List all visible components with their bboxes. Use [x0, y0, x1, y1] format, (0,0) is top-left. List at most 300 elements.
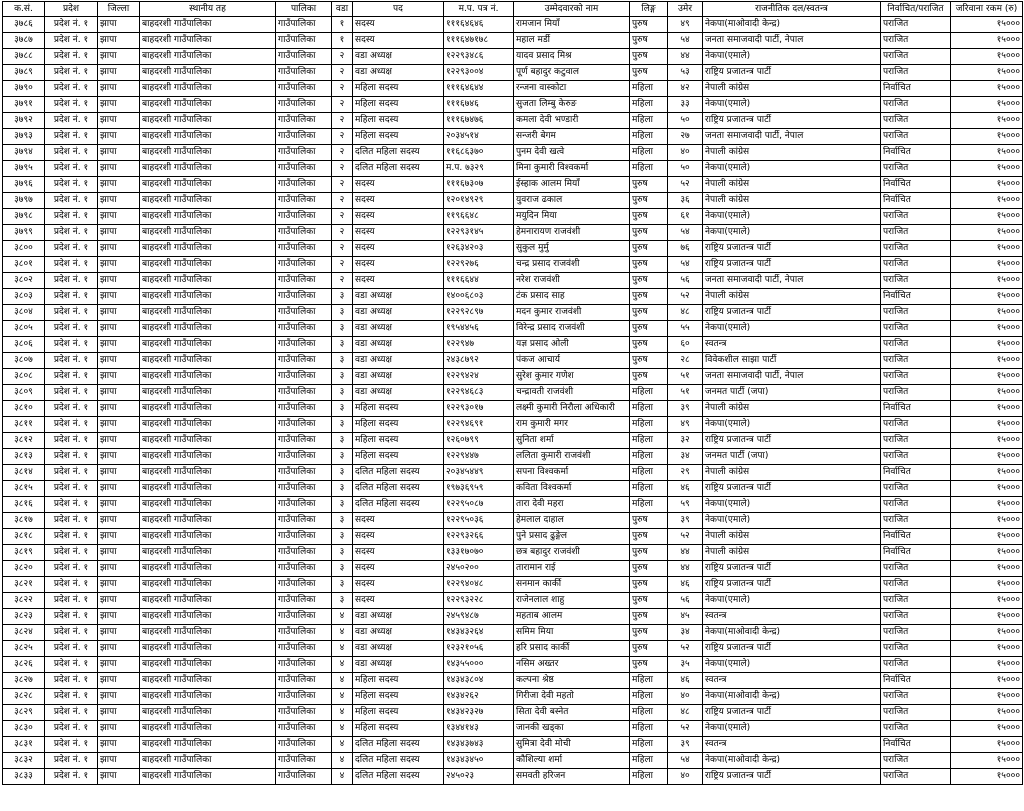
local-level-cell: बाहदरशी गाउँपालिका	[140, 177, 276, 193]
district-cell: झापा	[98, 465, 140, 481]
district-cell: झापा	[98, 497, 140, 513]
serial-no-cell: ३७९८	[3, 209, 45, 225]
gender-cell: महिला	[630, 145, 668, 161]
fine-amount-cell: १५०००	[951, 465, 1023, 481]
municipality-type-cell: गाउँपालिका	[276, 417, 332, 433]
province-cell: प्रदेश नं. १	[45, 289, 98, 305]
position-cell: महिला सदस्य	[353, 97, 444, 113]
serial-no-cell: ३८१२	[3, 433, 45, 449]
party-cell: नेपाली कांग्रेस	[703, 193, 881, 209]
ward-cell: ४	[332, 609, 353, 625]
voter-id-cell: २४३८७९२	[444, 353, 514, 369]
gender-cell: पुरुष	[630, 305, 668, 321]
age-cell: ६०	[668, 337, 703, 353]
party-cell: राष्ट्रिय प्रजातन्त्र पार्टी	[703, 241, 881, 257]
voter-id-cell: १४३४३८०४	[444, 673, 514, 689]
province-cell: प्रदेश नं. १	[45, 49, 98, 65]
gender-cell: पुरुष	[630, 177, 668, 193]
serial-no-cell: ३८१४	[3, 465, 45, 481]
fine-amount-cell: १५०००	[951, 161, 1023, 177]
fine-amount-cell: १५०००	[951, 673, 1023, 689]
province-cell: प्रदेश नं. १	[45, 481, 98, 497]
serial-no-cell: ३८२८	[3, 689, 45, 705]
province-cell: प्रदेश नं. १	[45, 113, 98, 129]
age-cell: ४५	[668, 609, 703, 625]
serial-no-cell: ३८१७	[3, 513, 45, 529]
local-level-cell: बाहदरशी गाउँपालिका	[140, 305, 276, 321]
local-level-cell: बाहदरशी गाउँपालिका	[140, 513, 276, 529]
province-cell: प्रदेश नं. १	[45, 641, 98, 657]
age-cell: २९	[668, 465, 703, 481]
gender-cell: महिला	[630, 417, 668, 433]
ward-cell: १	[332, 17, 353, 33]
local-level-cell: बाहदरशी गाउँपालिका	[140, 81, 276, 97]
gender-cell: महिला	[630, 497, 668, 513]
age-cell: ३३	[668, 97, 703, 113]
result-cell: पराजित	[881, 33, 951, 49]
ward-cell: ३	[332, 417, 353, 433]
ward-cell: ४	[332, 641, 353, 657]
result-cell: पराजित	[881, 385, 951, 401]
serial-no-cell: ३७९३	[3, 129, 45, 145]
fine-amount-cell: १५०००	[951, 209, 1023, 225]
result-cell: पराजित	[881, 305, 951, 321]
table-row	[3, 209, 1023, 225]
serial-no-cell: ३८१३	[3, 449, 45, 465]
gender-cell: महिला	[630, 385, 668, 401]
party-cell: नेकपा(माओवादी केन्द्र)	[703, 753, 881, 769]
fine-amount-cell: १५०००	[951, 321, 1023, 337]
district-cell: झापा	[98, 337, 140, 353]
candidate-name-cell: राम कुमारी मगर	[514, 417, 630, 433]
result-cell: पराजित	[881, 609, 951, 625]
serial-no-cell: ३७८८	[3, 49, 45, 65]
age-cell: ४९	[668, 17, 703, 33]
province-cell: प्रदेश नं. १	[45, 657, 98, 673]
province-cell: प्रदेश नं. १	[45, 561, 98, 577]
column-header-province: प्रदेश	[45, 2, 98, 17]
candidate-name-cell: गिरीजा देवी महतो	[514, 689, 630, 705]
candidate-name-cell: कविता विश्वकर्मा	[514, 481, 630, 497]
table-row	[3, 385, 1023, 401]
result-cell: निर्वाचित	[881, 193, 951, 209]
province-cell: प्रदेश नं. १	[45, 545, 98, 561]
voter-id-cell: १२२९३२२८	[444, 593, 514, 609]
gender-cell: महिला	[630, 689, 668, 705]
serial-no-cell: ३८३०	[3, 721, 45, 737]
position-cell: सदस्य	[353, 17, 444, 33]
age-cell: ५२	[668, 721, 703, 737]
candidate-name-cell: नरेश राजवंशी	[514, 273, 630, 289]
municipality-type-cell: गाउँपालिका	[276, 257, 332, 273]
voter-id-cell: १४३४३२६४	[444, 625, 514, 641]
province-cell: प्रदेश नं. १	[45, 577, 98, 593]
candidate-name-cell: सुरेश कुमार गणेश	[514, 369, 630, 385]
local-level-cell: बाहदरशी गाउँपालिका	[140, 577, 276, 593]
municipality-type-cell: गाउँपालिका	[276, 513, 332, 529]
gender-cell: महिला	[630, 705, 668, 721]
party-cell: नेकपा(माओवादी केन्द्र)	[703, 689, 881, 705]
district-cell: झापा	[98, 33, 140, 49]
table-row	[3, 257, 1023, 273]
gender-cell: पुरुष	[630, 625, 668, 641]
gender-cell: पुरुष	[630, 193, 668, 209]
candidate-name-cell: चन्द्र प्रसाद राजवंशी	[514, 257, 630, 273]
district-cell: झापा	[98, 593, 140, 609]
table-row	[3, 593, 1023, 609]
ward-cell: ३	[332, 497, 353, 513]
party-cell: नेपाली कांग्रेस	[703, 145, 881, 161]
fine-amount-cell: १५०००	[951, 705, 1023, 721]
province-cell: प्रदेश नं. १	[45, 705, 98, 721]
voter-id-cell: १९५४४५६	[444, 321, 514, 337]
local-level-cell: बाहदरशी गाउँपालिका	[140, 737, 276, 753]
table-row	[3, 65, 1023, 81]
ward-cell: ३	[332, 385, 353, 401]
gender-cell: महिला	[630, 737, 668, 753]
gender-cell: पुरुष	[630, 225, 668, 241]
local-level-cell: बाहदरशी गाउँपालिका	[140, 401, 276, 417]
province-cell: प्रदेश नं. १	[45, 529, 98, 545]
ward-cell: २	[332, 177, 353, 193]
result-cell: निर्वाचित	[881, 81, 951, 97]
ward-cell: २	[332, 209, 353, 225]
local-level-cell: बाहदरशी गाउँपालिका	[140, 353, 276, 369]
party-cell: नेकपा(एमाले)	[703, 417, 881, 433]
table-row	[3, 689, 1023, 705]
table-row	[3, 273, 1023, 289]
district-cell: झापा	[98, 737, 140, 753]
province-cell: प्रदेश नं. १	[45, 369, 98, 385]
fine-amount-cell: १५०००	[951, 353, 1023, 369]
voter-id-cell: १२२९२८९७	[444, 305, 514, 321]
district-cell: झापा	[98, 225, 140, 241]
district-cell: झापा	[98, 657, 140, 673]
ward-cell: ३	[332, 337, 353, 353]
fine-amount-cell: १५०००	[951, 145, 1023, 161]
gender-cell: महिला	[630, 433, 668, 449]
gender-cell: पुरुष	[630, 33, 668, 49]
ward-cell: २	[332, 225, 353, 241]
candidate-name-cell: पुनम देवी खत्वे	[514, 145, 630, 161]
age-cell: ३६	[668, 193, 703, 209]
province-cell: प्रदेश नं. १	[45, 321, 98, 337]
municipality-type-cell: गाउँपालिका	[276, 193, 332, 209]
local-level-cell: बाहदरशी गाउँपालिका	[140, 593, 276, 609]
result-cell: पराजित	[881, 657, 951, 673]
result-cell: निर्वाचित	[881, 289, 951, 305]
voter-id-cell: १२२९३४८६	[444, 49, 514, 65]
result-cell: निर्वाचित	[881, 737, 951, 753]
table-row	[3, 337, 1023, 353]
district-cell: झापा	[98, 209, 140, 225]
serial-no-cell: ३७९९	[3, 225, 45, 241]
result-cell: निर्वाचित	[881, 145, 951, 161]
voter-id-cell: २४५०२००	[444, 561, 514, 577]
position-cell: वडा अध्यक्ष	[353, 609, 444, 625]
municipality-type-cell: गाउँपालिका	[276, 753, 332, 769]
fine-amount-cell: १५०००	[951, 257, 1023, 273]
local-level-cell: बाहदरशी गाउँपालिका	[140, 49, 276, 65]
district-cell: झापा	[98, 17, 140, 33]
gender-cell: पुरुष	[630, 337, 668, 353]
candidate-name-cell: तारा देवी महरा	[514, 497, 630, 513]
position-cell: सदस्य	[353, 209, 444, 225]
candidate-name-cell: सुजता लिम्बु केरुङ	[514, 97, 630, 113]
result-cell: पराजित	[881, 49, 951, 65]
result-cell: निर्वाचित	[881, 401, 951, 417]
column-header-candidate-name: उम्मेदवारको नाम	[514, 2, 630, 17]
district-cell: झापा	[98, 241, 140, 257]
local-level-cell: बाहदरशी गाउँपालिका	[140, 689, 276, 705]
province-cell: प्रदेश नं. १	[45, 593, 98, 609]
party-cell: नेकपा(एमाले)	[703, 209, 881, 225]
municipality-type-cell: गाउँपालिका	[276, 65, 332, 81]
party-cell: राष्ट्रिय प्रजातन्त्र पार्टी	[703, 641, 881, 657]
serial-no-cell: ३८२४	[3, 625, 45, 641]
candidate-name-cell: यादव प्रसाद मिश्र	[514, 49, 630, 65]
column-header-district: जिल्ला	[98, 2, 140, 17]
serial-no-cell: ३७९५	[3, 161, 45, 177]
age-cell: ३२	[668, 433, 703, 449]
local-level-cell: बाहदरशी गाउँपालिका	[140, 273, 276, 289]
result-cell: पराजित	[881, 273, 951, 289]
local-level-cell: बाहदरशी गाउँपालिका	[140, 529, 276, 545]
party-cell: राष्ट्रिय प्रजातन्त्र पार्टी	[703, 113, 881, 129]
age-cell: ७६	[668, 241, 703, 257]
fine-amount-cell: १५०००	[951, 769, 1023, 785]
table-row	[3, 657, 1023, 673]
voter-id-cell: १९७३६९५९	[444, 481, 514, 497]
voter-id-cell: १२०१४९२९	[444, 193, 514, 209]
age-cell: ५६	[668, 593, 703, 609]
position-cell: वडा अध्यक्ष	[353, 65, 444, 81]
local-level-cell: बाहदरशी गाउँपालिका	[140, 721, 276, 737]
fine-amount-cell: १५०००	[951, 449, 1023, 465]
position-cell: दलित महिला सदस्य	[353, 481, 444, 497]
municipality-type-cell: गाउँपालिका	[276, 97, 332, 113]
fine-amount-cell: १५०००	[951, 177, 1023, 193]
serial-no-cell: ३८०३	[3, 289, 45, 305]
party-cell: राष्ट्रिय प्रजातन्त्र पार्टी	[703, 305, 881, 321]
ward-cell: ३	[332, 353, 353, 369]
result-cell: निर्वाचित	[881, 545, 951, 561]
party-cell: स्वतन्त्र	[703, 737, 881, 753]
fine-amount-cell: १५०००	[951, 65, 1023, 81]
candidate-name-cell: यज्ञ प्रसाद ओली	[514, 337, 630, 353]
column-header-age: उमेर	[668, 2, 703, 17]
serial-no-cell: ३७९०	[3, 81, 45, 97]
candidate-name-cell: कौशिल्या शर्मा	[514, 753, 630, 769]
municipality-type-cell: गाउँपालिका	[276, 769, 332, 785]
voter-id-cell: १३३१७०७०	[444, 545, 514, 561]
gender-cell: पुरुष	[630, 577, 668, 593]
province-cell: प्रदेश नं. १	[45, 769, 98, 785]
province-cell: प्रदेश नं. १	[45, 177, 98, 193]
table-row	[3, 449, 1023, 465]
serial-no-cell: ३८३२	[3, 753, 45, 769]
local-level-cell: बाहदरशी गाउँपालिका	[140, 257, 276, 273]
ward-cell: २	[332, 241, 353, 257]
district-cell: झापा	[98, 97, 140, 113]
local-level-cell: बाहदरशी गाउँपालिका	[140, 769, 276, 785]
column-header-serial-no: क.सं.	[3, 2, 45, 17]
age-cell: ५२	[668, 641, 703, 657]
district-cell: झापा	[98, 529, 140, 545]
province-cell: प्रदेश नं. १	[45, 385, 98, 401]
district-cell: झापा	[98, 721, 140, 737]
table-row	[3, 177, 1023, 193]
voter-id-cell: ११९६६४८	[444, 209, 514, 225]
result-cell: पराजित	[881, 513, 951, 529]
age-cell: ३४	[668, 449, 703, 465]
gender-cell: महिला	[630, 161, 668, 177]
local-level-cell: बाहदरशी गाउँपालिका	[140, 449, 276, 465]
table-row	[3, 113, 1023, 129]
province-cell: प्रदेश नं. १	[45, 305, 98, 321]
district-cell: झापा	[98, 401, 140, 417]
gender-cell: महिला	[630, 113, 668, 129]
age-cell: ६१	[668, 209, 703, 225]
party-cell: राष्ट्रिय प्रजातन्त्र पार्टी	[703, 577, 881, 593]
voter-id-cell: १२२९३००४	[444, 65, 514, 81]
gender-cell: पुरुष	[630, 593, 668, 609]
ward-cell: ३	[332, 481, 353, 497]
age-cell: ३९	[668, 401, 703, 417]
position-cell: सदस्य	[353, 273, 444, 289]
result-cell: पराजित	[881, 417, 951, 433]
candidate-name-cell: युवराज ढकाल	[514, 193, 630, 209]
serial-no-cell: ३८०६	[3, 337, 45, 353]
party-cell: नेकपा(माओवादी केन्द्र)	[703, 17, 881, 33]
voter-id-cell: १४३५५०००	[444, 657, 514, 673]
municipality-type-cell: गाउँपालिका	[276, 545, 332, 561]
column-header-municipality-type: पालिका	[276, 2, 332, 17]
party-cell: नेकपा(एमाले)	[703, 225, 881, 241]
voter-id-cell: १२२९४४७	[444, 449, 514, 465]
candidate-name-cell: सपना विश्वकर्मा	[514, 465, 630, 481]
local-level-cell: बाहदरशी गाउँपालिका	[140, 145, 276, 161]
party-cell: नेकपा(माओवादी केन्द्र)	[703, 625, 881, 641]
fine-amount-cell: १५०००	[951, 545, 1023, 561]
serial-no-cell: ३८३१	[3, 737, 45, 753]
party-cell: नेपाली कांग्रेस	[703, 545, 881, 561]
voter-id-cell: ११६८६३७०	[444, 145, 514, 161]
gender-cell: महिला	[630, 81, 668, 97]
serial-no-cell: ३७९६	[3, 177, 45, 193]
gender-cell: पुरुष	[630, 241, 668, 257]
fine-amount-cell: १५०००	[951, 417, 1023, 433]
gender-cell: महिला	[630, 129, 668, 145]
municipality-type-cell: गाउँपालिका	[276, 593, 332, 609]
party-cell: नेकपा(एमाले)	[703, 49, 881, 65]
table-row	[3, 513, 1023, 529]
local-level-cell: बाहदरशी गाउँपालिका	[140, 209, 276, 225]
ward-cell: ३	[332, 449, 353, 465]
table-row	[3, 193, 1023, 209]
ward-cell: ३	[332, 513, 353, 529]
result-cell: पराजित	[881, 481, 951, 497]
fine-amount-cell: १५०००	[951, 225, 1023, 241]
result-cell: पराजित	[881, 321, 951, 337]
party-cell: स्वतन्त्र	[703, 609, 881, 625]
ward-cell: ४	[332, 625, 353, 641]
result-cell: पराजित	[881, 625, 951, 641]
province-cell: प्रदेश नं. १	[45, 257, 98, 273]
position-cell: दलित महिला सदस्य	[353, 465, 444, 481]
gender-cell: महिला	[630, 465, 668, 481]
fine-amount-cell: १५०००	[951, 641, 1023, 657]
age-cell: ५४	[668, 753, 703, 769]
district-cell: झापा	[98, 481, 140, 497]
serial-no-cell: ३८०८	[3, 369, 45, 385]
municipality-type-cell: गाउँपालिका	[276, 161, 332, 177]
local-level-cell: बाहदरशी गाउँपालिका	[140, 705, 276, 721]
age-cell: ४०	[668, 689, 703, 705]
candidate-name-cell: महताब आलम	[514, 609, 630, 625]
candidate-name-cell: पुने प्रसाद ढुङ्गेल	[514, 529, 630, 545]
position-cell: सदस्य	[353, 545, 444, 561]
fine-amount-cell: १५०००	[951, 385, 1023, 401]
age-cell: ५९	[668, 497, 703, 513]
serial-no-cell: ३८२०	[3, 561, 45, 577]
fine-amount-cell: १५०००	[951, 657, 1023, 673]
party-cell: नेकपा(एमाले)	[703, 97, 881, 113]
candidate-name-cell: मयुदिन मिया	[514, 209, 630, 225]
position-cell: महिला सदस्य	[353, 81, 444, 97]
fine-amount-cell: १५०००	[951, 305, 1023, 321]
result-cell: पराजित	[881, 721, 951, 737]
party-cell: स्वतन्त्र	[703, 673, 881, 689]
district-cell: झापा	[98, 369, 140, 385]
position-cell: दलित महिला सदस्य	[353, 497, 444, 513]
result-cell: पराजित	[881, 161, 951, 177]
ward-cell: २	[332, 65, 353, 81]
candidate-name-cell: नसिम अख्तर	[514, 657, 630, 673]
ward-cell: ४	[332, 705, 353, 721]
serial-no-cell: ३८००	[3, 241, 45, 257]
local-level-cell: बाहदरशी गाउँपालिका	[140, 65, 276, 81]
position-cell: वडा अध्यक्ष	[353, 337, 444, 353]
voter-id-cell: १२२९५०३६	[444, 513, 514, 529]
local-level-cell: बाहदरशी गाउँपालिका	[140, 417, 276, 433]
gender-cell: पुरुष	[630, 257, 668, 273]
local-level-cell: बाहदरशी गाउँपालिका	[140, 385, 276, 401]
age-cell: ५१	[668, 369, 703, 385]
fine-amount-cell: १५०००	[951, 337, 1023, 353]
party-cell: नेपाली कांग्रेस	[703, 81, 881, 97]
column-header-party: राजनीतिक दल/स्वतन्त्र	[703, 2, 881, 17]
table-row	[3, 33, 1023, 49]
result-cell: पराजित	[881, 369, 951, 385]
municipality-type-cell: गाउँपालिका	[276, 305, 332, 321]
province-cell: प्रदेश नं. १	[45, 625, 98, 641]
voter-id-cell: १२२९३१४५	[444, 225, 514, 241]
municipality-type-cell: गाउँपालिका	[276, 81, 332, 97]
party-cell: नेकपा(एमाले)	[703, 593, 881, 609]
local-level-cell: बाहदरशी गाउँपालिका	[140, 289, 276, 305]
position-cell: महिला सदस्य	[353, 673, 444, 689]
candidate-name-cell: सुकुल मुर्मु	[514, 241, 630, 257]
voter-id-cell: २०३४५४४९	[444, 465, 514, 481]
result-cell: पराजित	[881, 225, 951, 241]
fine-amount-cell: १५०००	[951, 577, 1023, 593]
result-cell: पराजित	[881, 497, 951, 513]
age-cell: २८	[668, 353, 703, 369]
age-cell: ५०	[668, 161, 703, 177]
table-body	[3, 17, 1023, 785]
local-level-cell: बाहदरशी गाउँपालिका	[140, 561, 276, 577]
